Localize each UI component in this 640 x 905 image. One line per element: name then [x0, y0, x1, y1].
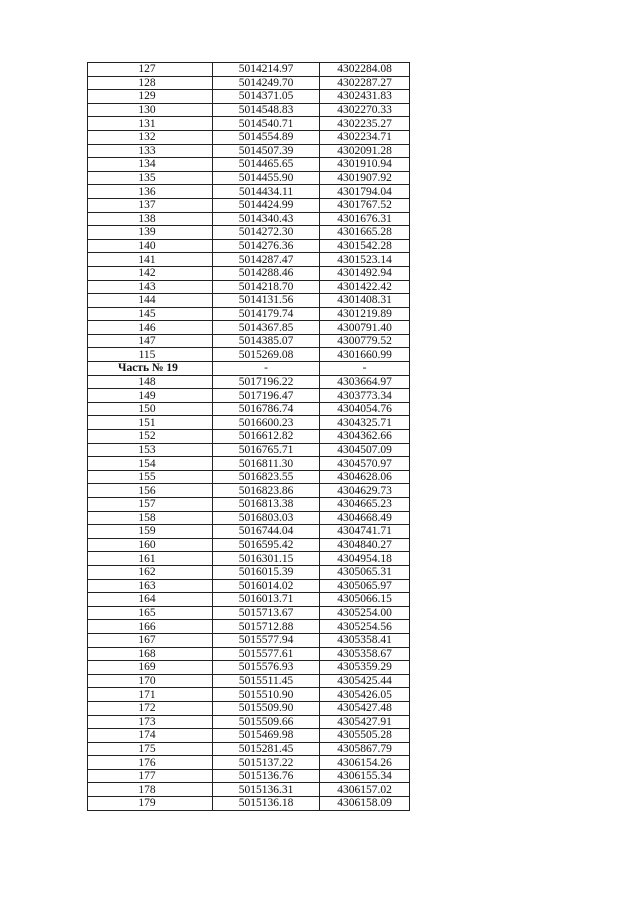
point-number-cell: 163: [88, 579, 213, 593]
point-number-cell: 150: [88, 402, 213, 416]
table-row: [88, 198, 410, 212]
y-coordinate-cell: 4303773.34: [320, 389, 410, 403]
point-number-cell: 137: [88, 198, 213, 212]
table-row: [88, 253, 410, 267]
x-coordinate-cell: 5016595.42: [213, 538, 320, 552]
table-row: [88, 606, 410, 620]
point-number-cell: 134: [88, 158, 213, 172]
y-coordinate-cell: 4302235.27: [320, 117, 410, 131]
x-coordinate-cell: 5014434.11: [213, 185, 320, 199]
table-row: [88, 498, 410, 512]
table-row: [88, 158, 410, 172]
y-coordinate-cell: 4304668.49: [320, 511, 410, 525]
y-coordinate-cell: 4304840.27: [320, 538, 410, 552]
x-coordinate-cell: 5016811.30: [213, 457, 320, 471]
point-number-cell: 146: [88, 321, 213, 335]
table-row: [88, 389, 410, 403]
y-coordinate-cell: 4304741.71: [320, 525, 410, 539]
table-row: [88, 212, 410, 226]
point-number-cell: 154: [88, 457, 213, 471]
point-number-cell: 173: [88, 715, 213, 729]
point-number-cell: 131: [88, 117, 213, 131]
x-coordinate-cell: 5014507.39: [213, 144, 320, 158]
x-coordinate-cell: 5015469.98: [213, 729, 320, 743]
x-coordinate-cell: 5014424.99: [213, 198, 320, 212]
y-coordinate-cell: 4304570.97: [320, 457, 410, 471]
point-number-cell: 176: [88, 756, 213, 770]
table-row: [88, 715, 410, 729]
point-number-cell: 157: [88, 498, 213, 512]
point-number-cell: 135: [88, 171, 213, 185]
point-number-cell: 141: [88, 253, 213, 267]
point-number-cell: 140: [88, 239, 213, 253]
coordinates-table: [87, 62, 410, 811]
y-coordinate-cell: 4301422.42: [320, 280, 410, 294]
y-coordinate-cell: 4305254.56: [320, 620, 410, 634]
table-row: [88, 117, 410, 131]
y-coordinate-cell: 4302287.27: [320, 76, 410, 90]
y-coordinate-cell: 4305358.67: [320, 647, 410, 661]
table-row: [88, 525, 410, 539]
x-coordinate-cell: 5015137.22: [213, 756, 320, 770]
section-header-row: [88, 362, 410, 376]
x-coordinate-cell: 5014249.70: [213, 76, 320, 90]
x-coordinate-cell: 5014272.30: [213, 226, 320, 240]
table-row: [88, 90, 410, 104]
point-number-cell: 161: [88, 552, 213, 566]
y-coordinate-cell: 4300791.40: [320, 321, 410, 335]
x-coordinate-cell: 5014465.65: [213, 158, 320, 172]
x-coordinate-cell: 5016765.71: [213, 443, 320, 457]
x-coordinate-cell: 5014276.36: [213, 239, 320, 253]
x-coordinate-cell: 5016612.82: [213, 430, 320, 444]
point-number-cell: 175: [88, 742, 213, 756]
y-coordinate-cell: 4301492.94: [320, 266, 410, 280]
table-row: [88, 620, 410, 634]
table-row: [88, 239, 410, 253]
y-coordinate-cell: 4304629.73: [320, 484, 410, 498]
table-row: [88, 321, 410, 335]
x-coordinate-cell: 5014371.05: [213, 90, 320, 104]
table-row: [88, 674, 410, 688]
table-row: [88, 688, 410, 702]
x-coordinate-cell: 5016813.38: [213, 498, 320, 512]
point-number-cell: 149: [88, 389, 213, 403]
point-number-cell: 133: [88, 144, 213, 158]
point-number-cell: 172: [88, 701, 213, 715]
point-number-cell: 145: [88, 307, 213, 321]
y-coordinate-cell: 4306158.09: [320, 797, 410, 811]
x-coordinate-cell: 5015712.88: [213, 620, 320, 634]
y-coordinate-cell: 4305254.00: [320, 606, 410, 620]
table-row: [88, 430, 410, 444]
y-coordinate-cell: 4305867.79: [320, 742, 410, 756]
x-coordinate-cell: 5014218.70: [213, 280, 320, 294]
x-coordinate-cell: 5015136.18: [213, 797, 320, 811]
y-coordinate-cell: 4302284.08: [320, 63, 410, 77]
x-coordinate-cell: 5014367.85: [213, 321, 320, 335]
point-number-cell: 168: [88, 647, 213, 661]
x-coordinate-cell: 5017196.22: [213, 375, 320, 389]
point-number-cell: 115: [88, 348, 213, 362]
table-row: [88, 402, 410, 416]
x-coordinate-cell: 5014554.89: [213, 130, 320, 144]
x-coordinate-cell: 5016013.71: [213, 593, 320, 607]
point-number-cell: 148: [88, 375, 213, 389]
y-coordinate-cell: 4305505.28: [320, 729, 410, 743]
x-coordinate-cell: 5016823.86: [213, 484, 320, 498]
y-coordinate-cell: 4301219.89: [320, 307, 410, 321]
y-coordinate-cell: 4301794.04: [320, 185, 410, 199]
y-coordinate-cell: 4301523.14: [320, 253, 410, 267]
y-coordinate-cell: 4306155.34: [320, 769, 410, 783]
point-number-cell: 177: [88, 769, 213, 783]
y-coordinate-cell: 4304954.18: [320, 552, 410, 566]
table-row: [88, 348, 410, 362]
table-row: [88, 280, 410, 294]
x-coordinate-cell: 5015509.66: [213, 715, 320, 729]
point-number-cell: 143: [88, 280, 213, 294]
y-coordinate-cell: 4301910.94: [320, 158, 410, 172]
table-row: [88, 756, 410, 770]
point-number-cell: 164: [88, 593, 213, 607]
x-coordinate-cell: 5014131.56: [213, 294, 320, 308]
point-number-cell: 158: [88, 511, 213, 525]
y-coordinate-cell: 4301907.92: [320, 171, 410, 185]
y-coordinate-cell: 4302234.71: [320, 130, 410, 144]
point-number-cell: 156: [88, 484, 213, 498]
point-number-cell: 166: [88, 620, 213, 634]
x-coordinate-cell: 5014455.90: [213, 171, 320, 185]
point-number-cell: 129: [88, 90, 213, 104]
x-coordinate-cell: 5014179.74: [213, 307, 320, 321]
y-coordinate-cell: 4305359.29: [320, 661, 410, 675]
table-row: [88, 443, 410, 457]
x-coordinate-cell: 5015577.94: [213, 633, 320, 647]
table-row: [88, 144, 410, 158]
point-number-cell: 142: [88, 266, 213, 280]
point-number-cell: 147: [88, 334, 213, 348]
table-row: [88, 538, 410, 552]
y-coordinate-cell: -: [320, 362, 410, 376]
x-coordinate-cell: 5014548.83: [213, 103, 320, 117]
point-number-cell: 152: [88, 430, 213, 444]
table-row: [88, 565, 410, 579]
point-number-cell: 179: [88, 797, 213, 811]
table-row: [88, 769, 410, 783]
table-row: [88, 294, 410, 308]
x-coordinate-cell: -: [213, 362, 320, 376]
table-row: [88, 729, 410, 743]
y-coordinate-cell: 4304054.76: [320, 402, 410, 416]
y-coordinate-cell: 4300779.52: [320, 334, 410, 348]
point-number-cell: 174: [88, 729, 213, 743]
table-row: [88, 171, 410, 185]
y-coordinate-cell: 4305426.05: [320, 688, 410, 702]
table-row: [88, 457, 410, 471]
table-row: [88, 130, 410, 144]
y-coordinate-cell: 4305427.91: [320, 715, 410, 729]
coordinates-table-body: [88, 63, 410, 811]
table-row: [88, 633, 410, 647]
point-number-cell: 155: [88, 470, 213, 484]
table-row: [88, 783, 410, 797]
x-coordinate-cell: 5016014.02: [213, 579, 320, 593]
y-coordinate-cell: 4304507.09: [320, 443, 410, 457]
table-row: [88, 375, 410, 389]
y-coordinate-cell: 4304325.71: [320, 416, 410, 430]
y-coordinate-cell: 4302091.28: [320, 144, 410, 158]
table-row: [88, 334, 410, 348]
table-row: [88, 484, 410, 498]
point-number-cell: 151: [88, 416, 213, 430]
x-coordinate-cell: 5016823.55: [213, 470, 320, 484]
point-number-cell: 132: [88, 130, 213, 144]
x-coordinate-cell: 5015576.93: [213, 661, 320, 675]
y-coordinate-cell: 4304665.23: [320, 498, 410, 512]
point-number-cell: 139: [88, 226, 213, 240]
table-row: [88, 797, 410, 811]
point-number-cell: 128: [88, 76, 213, 90]
x-coordinate-cell: 5015511.45: [213, 674, 320, 688]
table-row: [88, 661, 410, 675]
point-number-cell: 127: [88, 63, 213, 77]
table-row: [88, 470, 410, 484]
y-coordinate-cell: 4302270.33: [320, 103, 410, 117]
y-coordinate-cell: 4305066.15: [320, 593, 410, 607]
table-row: [88, 76, 410, 90]
y-coordinate-cell: 4306154.26: [320, 756, 410, 770]
x-coordinate-cell: 5016803.03: [213, 511, 320, 525]
point-number-cell: 178: [88, 783, 213, 797]
y-coordinate-cell: 4302431.83: [320, 90, 410, 104]
point-number-cell: 162: [88, 565, 213, 579]
y-coordinate-cell: 4305065.31: [320, 565, 410, 579]
table-row: [88, 266, 410, 280]
x-coordinate-cell: 5015713.67: [213, 606, 320, 620]
y-coordinate-cell: 4304628.06: [320, 470, 410, 484]
y-coordinate-cell: 4301542.28: [320, 239, 410, 253]
x-coordinate-cell: 5015136.76: [213, 769, 320, 783]
x-coordinate-cell: 5015281.45: [213, 742, 320, 756]
y-coordinate-cell: 4301665.28: [320, 226, 410, 240]
table-row: [88, 593, 410, 607]
y-coordinate-cell: 4305425.44: [320, 674, 410, 688]
table-row: [88, 63, 410, 77]
table-row: [88, 552, 410, 566]
y-coordinate-cell: 4301676.31: [320, 212, 410, 226]
table-row: [88, 103, 410, 117]
x-coordinate-cell: 5015510.90: [213, 688, 320, 702]
y-coordinate-cell: 4306157.02: [320, 783, 410, 797]
point-number-cell: 144: [88, 294, 213, 308]
x-coordinate-cell: 5014214.97: [213, 63, 320, 77]
y-coordinate-cell: 4305427.48: [320, 701, 410, 715]
y-coordinate-cell: 4301408.31: [320, 294, 410, 308]
table-row: [88, 579, 410, 593]
point-number-cell: 169: [88, 661, 213, 675]
x-coordinate-cell: 5017196.47: [213, 389, 320, 403]
table-row: [88, 701, 410, 715]
table-row: [88, 226, 410, 240]
x-coordinate-cell: 5014340.43: [213, 212, 320, 226]
x-coordinate-cell: 5014287.47: [213, 253, 320, 267]
point-number-cell: 167: [88, 633, 213, 647]
table-row: [88, 511, 410, 525]
point-number-cell: 170: [88, 674, 213, 688]
table-row: [88, 416, 410, 430]
y-coordinate-cell: 4305358.41: [320, 633, 410, 647]
table-row: [88, 185, 410, 199]
x-coordinate-cell: 5014540.71: [213, 117, 320, 131]
x-coordinate-cell: 5016744.04: [213, 525, 320, 539]
x-coordinate-cell: 5015577.61: [213, 647, 320, 661]
x-coordinate-cell: 5016786.74: [213, 402, 320, 416]
point-number-cell: 153: [88, 443, 213, 457]
x-coordinate-cell: 5014385.07: [213, 334, 320, 348]
x-coordinate-cell: 5015509.90: [213, 701, 320, 715]
point-number-cell: 138: [88, 212, 213, 226]
table-row: [88, 647, 410, 661]
y-coordinate-cell: 4301660.99: [320, 348, 410, 362]
x-coordinate-cell: 5016015.39: [213, 565, 320, 579]
x-coordinate-cell: 5014288.46: [213, 266, 320, 280]
point-number-cell: 171: [88, 688, 213, 702]
point-number-cell: 136: [88, 185, 213, 199]
section-label-cell: Часть № 19: [88, 362, 213, 376]
x-coordinate-cell: 5016301.15: [213, 552, 320, 566]
y-coordinate-cell: 4303664.97: [320, 375, 410, 389]
x-coordinate-cell: 5015269.08: [213, 348, 320, 362]
y-coordinate-cell: 4301767.52: [320, 198, 410, 212]
y-coordinate-cell: 4305065.97: [320, 579, 410, 593]
x-coordinate-cell: 5016600.23: [213, 416, 320, 430]
point-number-cell: 165: [88, 606, 213, 620]
table-row: [88, 742, 410, 756]
point-number-cell: 130: [88, 103, 213, 117]
point-number-cell: 159: [88, 525, 213, 539]
point-number-cell: 160: [88, 538, 213, 552]
y-coordinate-cell: 4304362.66: [320, 430, 410, 444]
table-row: [88, 307, 410, 321]
x-coordinate-cell: 5015136.31: [213, 783, 320, 797]
